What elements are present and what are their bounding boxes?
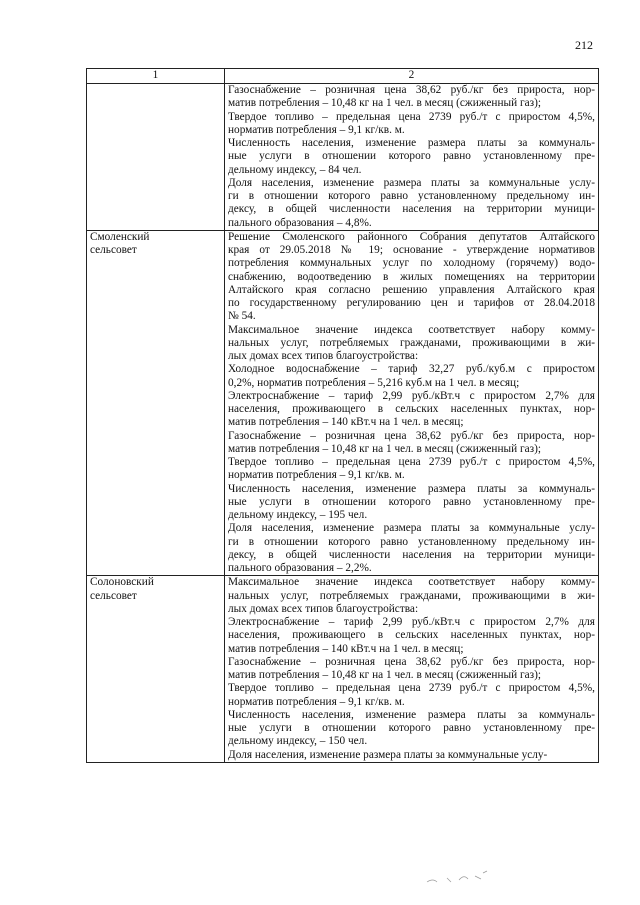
- text-line: норматив потребления – 9,1 кг/кв. м.: [228, 695, 405, 708]
- text-line: края от 29.05.2018 № 19; основание - утверждение нормативов: [228, 244, 595, 256]
- paragraph: [228, 363, 595, 390]
- text-line: дексу, в общей численности населения на территории муници-: [228, 548, 595, 561]
- table-body: [87, 84, 599, 763]
- table-row: [87, 576, 599, 763]
- text-line: ные услуги в отношении которого равно установленному пре-: [228, 722, 595, 734]
- paragraph: [228, 324, 595, 364]
- text-line: пального образования – 2,2%.: [228, 562, 372, 574]
- paragraph: [228, 483, 595, 523]
- scan-mark: [425, 868, 495, 888]
- text-line: лых домах всех типов благоустройства:: [228, 602, 419, 615]
- text-line: ги в отношении которого равно установленному предельному ин-: [228, 535, 595, 548]
- text-line: матив потребления – 10,48 кг на 1 чел. в месяц (сжиженный газ);: [228, 442, 541, 455]
- text-line: ные услуги в отношении которого равно установленному пре-: [228, 495, 595, 508]
- text-line: дексу, в общей численности населения на территории муници-: [228, 203, 595, 216]
- text-line: матив потребления – 140 кВт.ч на 1 чел. в месяц;: [228, 642, 464, 655]
- text-line: № 54.: [228, 310, 256, 323]
- tariff-table: [86, 68, 599, 763]
- text-line: Максимальное значение индекса соответствует набору комму-: [228, 323, 595, 336]
- text-line: Численность населения, изменение размера платы за коммуналь-: [228, 482, 595, 495]
- text-line: пального образования – 4,8%.: [228, 216, 372, 229]
- paragraph: [228, 682, 595, 709]
- text-line: Газоснабжение – розничная цена 38,62 руб./кг без прироста, нор-: [228, 429, 595, 442]
- text-line: Твердое топливо – предельная цена 2739 руб./т с приростом 4,5%,: [228, 456, 595, 468]
- text-line: Алтайского края согласно решению управления Алтайского края: [228, 283, 595, 296]
- text-line: 0,2%, норматив потребления – 5,216 куб.м на 1 чел. в месяц;: [228, 376, 520, 389]
- text-line: нальных услуг, потребляемых гражданами, проживающими в жи-: [228, 589, 595, 602]
- district-name-cell: Смоленский сельсовет: [87, 230, 225, 576]
- paragraph: [228, 430, 595, 457]
- text-line: Твердое топливо – предельная цена 2739 руб./т с приростом 4,5%,: [228, 682, 595, 695]
- text-line: дельному индексу, – 84 чел.: [228, 163, 362, 176]
- text-line: матив потребления – 140 кВт.ч на 1 чел. в месяц;: [228, 416, 464, 429]
- text-line: Решение Смоленского районного Собрания депутатов Алтайского: [228, 230, 595, 243]
- paragraph: [228, 137, 595, 177]
- text-line: Доля населения, изменение размера платы за коммунальные услу-: [228, 748, 548, 761]
- text-line: дельному индексу, – 150 чел.: [228, 735, 368, 748]
- text-line: Газоснабжение – розничная цена 38,62 руб./кг без прироста, нор-: [228, 84, 595, 96]
- paragraph: [228, 709, 595, 749]
- text-line: Электроснабжение – тариф 2,99 руб./кВт.ч с приростом 2,7% для: [228, 389, 595, 402]
- text-line: населения, проживающего в сельских населенных пунктах, нор-: [228, 629, 595, 642]
- paragraph: [228, 616, 595, 656]
- text-line: по государственному регулированию цен и тарифов от 28.04.2018: [228, 297, 595, 309]
- paragraph: [228, 390, 595, 430]
- text-line: нальных услуг, потребляемых гражданами, проживающими в жи-: [228, 336, 595, 349]
- text-line: снабжению, водоотведению в жилых помещениях на территории: [228, 270, 595, 283]
- text-line: Холодное водоснабжение – тариф 32,27 руб./куб.м с приростом: [228, 363, 595, 376]
- paragraph: [228, 576, 595, 616]
- tariff-description-cell: [225, 576, 599, 763]
- text-line: Численность населения, изменение размера платы за коммуналь-: [228, 137, 595, 149]
- text-line: ные услуги в отношении которого равно установленному пре-: [228, 150, 595, 163]
- paragraph: [228, 111, 595, 138]
- paragraph: [228, 231, 595, 324]
- tariff-description-cell: [225, 84, 599, 231]
- column-header-2: 2: [225, 69, 599, 84]
- text-line: Доля населения, изменение размера платы за коммунальные услу-: [228, 522, 595, 535]
- table-row: [87, 84, 599, 231]
- text-line: Максимальное значение индекса соответствует набору комму-: [228, 576, 595, 589]
- paragraph: [228, 456, 595, 483]
- paragraph: [228, 656, 595, 683]
- district-name-cell: [87, 84, 225, 231]
- paragraph: [228, 749, 595, 762]
- paragraph: [228, 84, 595, 111]
- text-line: Газоснабжение – розничная цена 38,62 руб./кг без прироста, нор-: [228, 655, 595, 668]
- table-row: [87, 230, 599, 576]
- page-number: 212: [575, 38, 593, 52]
- text-line: матив потребления – 10,48 кг на 1 чел. в месяц (сжиженный газ);: [228, 97, 541, 110]
- text-line: Доля населения, изменение размера платы за коммунальные услу-: [228, 176, 595, 189]
- column-header-1: 1: [87, 69, 225, 84]
- text-line: Электроснабжение – тариф 2,99 руб./кВт.ч с приростом 2,7% для: [228, 616, 595, 628]
- text-line: норматив потребления – 9,1 кг/кв. м.: [228, 469, 405, 482]
- table-header-row: [87, 69, 599, 84]
- text-line: лых домах всех типов благоустройства:: [228, 350, 419, 362]
- text-line: Численность населения, изменение размера платы за коммуналь-: [228, 708, 595, 721]
- text-line: ги в отношении которого равно установленному предельному ин-: [228, 190, 595, 202]
- paragraph: [228, 177, 595, 230]
- text-line: населения, проживающего в сельских населенных пунктах, нор-: [228, 403, 595, 415]
- text-line: Твердое топливо – предельная цена 2739 руб./т с приростом 4,5%,: [228, 110, 595, 123]
- paragraph: [228, 522, 595, 575]
- tariff-description-cell: [225, 230, 599, 576]
- text-line: матив потребления – 10,48 кг на 1 чел. в месяц (сжиженный газ);: [228, 669, 541, 681]
- district-name-cell: Солоновский сельсовет: [87, 576, 225, 763]
- text-line: норматив потребления – 9,1 кг/кв. м.: [228, 123, 405, 136]
- text-line: потребления коммунальных услуг по холодному (горячему) водо-: [228, 257, 595, 270]
- text-line: дельному индексу, – 195 чел.: [228, 509, 368, 521]
